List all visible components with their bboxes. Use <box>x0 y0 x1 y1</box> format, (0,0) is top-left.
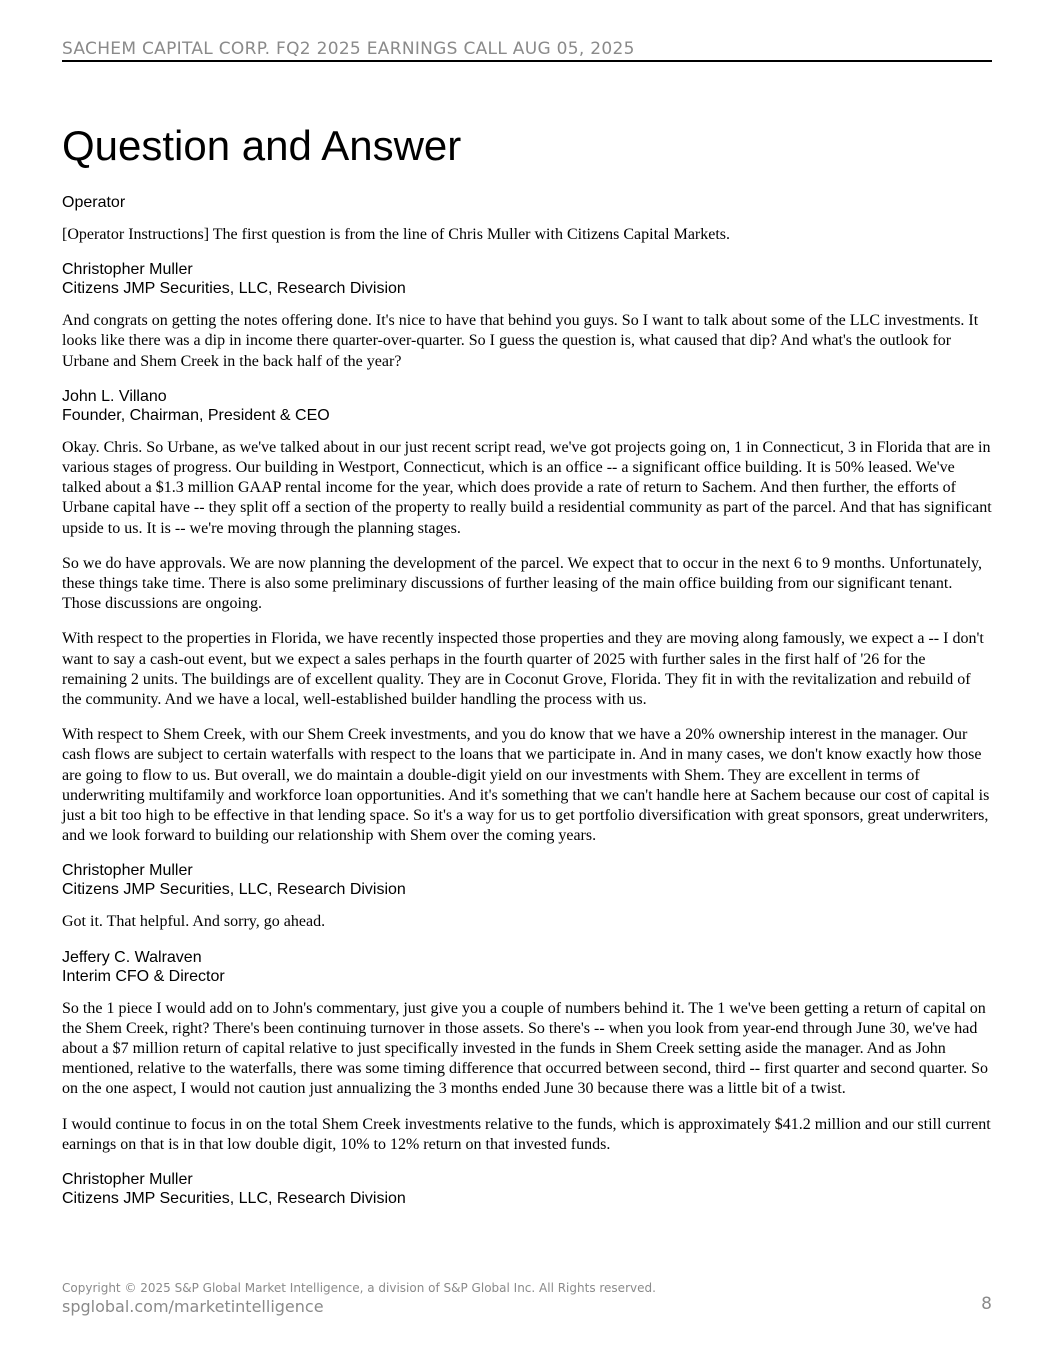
speaker-block <box>62 861 992 899</box>
speaker-name: John L. Villano <box>62 387 167 405</box>
speaker-block <box>62 1170 992 1208</box>
page-number: 8 <box>981 1294 992 1314</box>
transcript-paragraph: Okay. Chris. So Urbane, as we've talked about in our just recent script read, we've got projects going on, 1 in Connecticut, 3 in Florida that are in various stages of progress. Our building in Westport, Connecticut, which is an office -- a significant office building. It is 50% leased. We've talked about a $1.3 million GAAP rental income for the year, which does provide a rate of return to Sachem. And then further, the efforts of Urbane capital have -- they split off a section of the property to really build a residential community as part of the parcel. And that has significant upside to us. It is -- we're moving through the planning stages. <box>62 438 992 537</box>
speaker-role: Citizens JMP Securities, LLC, Research Division <box>62 280 406 298</box>
speaker-name: Christopher Muller <box>62 1171 193 1189</box>
page-title: Question and Answer <box>62 122 462 169</box>
transcript-paragraph: With respect to the properties in Florida, we have recently inspected those properties and they are moving along famously, we expect a -- I don't want to say a cash-out event, but we expect a sales perhaps in the fourth quarter of 2025 with further sales in the first half of '26 for the remaining 2 units. The buildings are of excellent quality. They are in Coconut Grove, Florida. They fit in with the revitalization and rebuild of the community. And we have a local, well-established builder handling the process with us. <box>62 630 984 709</box>
transcript-body <box>62 193 992 1221</box>
speaker-name: Operator <box>62 194 126 211</box>
speaker-role: Founder, Chairman, President & CEO <box>62 406 330 424</box>
report-header: SACHEM CAPITAL CORP. FQ2 2025 EARNINGS CALL AUG 05, 2025 <box>62 39 992 62</box>
transcript-paragraph: And congrats on getting the notes offering done. It's nice to have that behind you guys. So I want to talk about some of the LLC investments. It looks like there was a dip in income there quarter-over-quarter. So I guess the question is, what caused that dip? And what's the outlook for Urbane and Shem Creek in the back half of the year? <box>62 312 979 370</box>
speaker-block <box>62 260 992 298</box>
footer-copyright: Copyright © 2025 S&P Global Market Intelligence, a division of S&P Global Inc. All Rights reserved. <box>62 1281 656 1295</box>
transcript-paragraph: With respect to Shem Creek, with our Shem Creek investments, and you do know that we have a 20% ownership interest in the manager. Our cash flows are subject to certain waterfalls with respect to the loans that we participate in. And in many cases, we don't know exactly how those are going to flow to us. But overall, we do maintain a double-digit yield on our investments with Shem. They are excellent in terms of underwriting multifamily and workforce loan opportunities. And it's something that we can't handle here at Sachem because our cost of capital is just a bit too high to be effective in that lending space. So it's a way for us to get portfolio diversification with great sponsors, great underwriters, and we look forward to building our relationship with Shem over the coming years. <box>62 726 990 845</box>
speaker-block <box>62 948 992 986</box>
speaker-role: Citizens JMP Securities, LLC, Research Division <box>62 881 406 899</box>
speaker-name: Christopher Muller <box>62 862 193 880</box>
transcript-paragraph: I would continue to focus in on the total Shem Creek investments relative to the funds, which is approximately $41.2 million and our still current earnings on that is in that low double digit, 10% to 12% return on that invested funds. <box>62 1115 991 1153</box>
transcript-paragraph: So the 1 piece I would add on to John's commentary, just give you a couple of numbers behind it. The 1 we've been getting a return of capital on the Shem Creek, right? There's been continuing turnover in those assets. So there's -- when you look from year-end through June 30, we've had about a $7 million return of capital relative to just specifically invested in the funds in Shem Creek setting aside the manager. And as John mentioned, relative to the waterfalls, there was some timing difference that occurred between second, third -- first quarter and second quarter. So on the one aspect, I would not caution just annualizing the 3 months ended June 30 because there was a little bit of a twist. <box>62 999 989 1098</box>
transcript-paragraph: [Operator Instructions] The first question is from the line of Chris Muller with Citizens Capital Markets. <box>62 226 731 243</box>
speaker-name: Jeffery C. Walraven <box>62 948 202 966</box>
speaker-name: Christopher Muller <box>62 261 193 279</box>
speaker-block <box>62 387 992 425</box>
speaker-block <box>62 193 992 212</box>
speaker-role: Interim CFO & Director <box>62 967 225 985</box>
footer-link[interactable]: spglobal.com/marketintelligence <box>62 1297 324 1316</box>
speaker-role: Citizens JMP Securities, LLC, Research Division <box>62 1190 406 1208</box>
transcript-paragraph: Got it. That helpful. And sorry, go ahead. <box>62 913 326 931</box>
transcript-paragraph: So we do have approvals. We are now planning the development of the parcel. We expect that to occur in the next 6 to 9 months. Unfortunately, these things take time. There is also some preliminary discussions of further leasing of the main office building from our significant tenant. Those discussions are ongoing. <box>62 554 982 613</box>
